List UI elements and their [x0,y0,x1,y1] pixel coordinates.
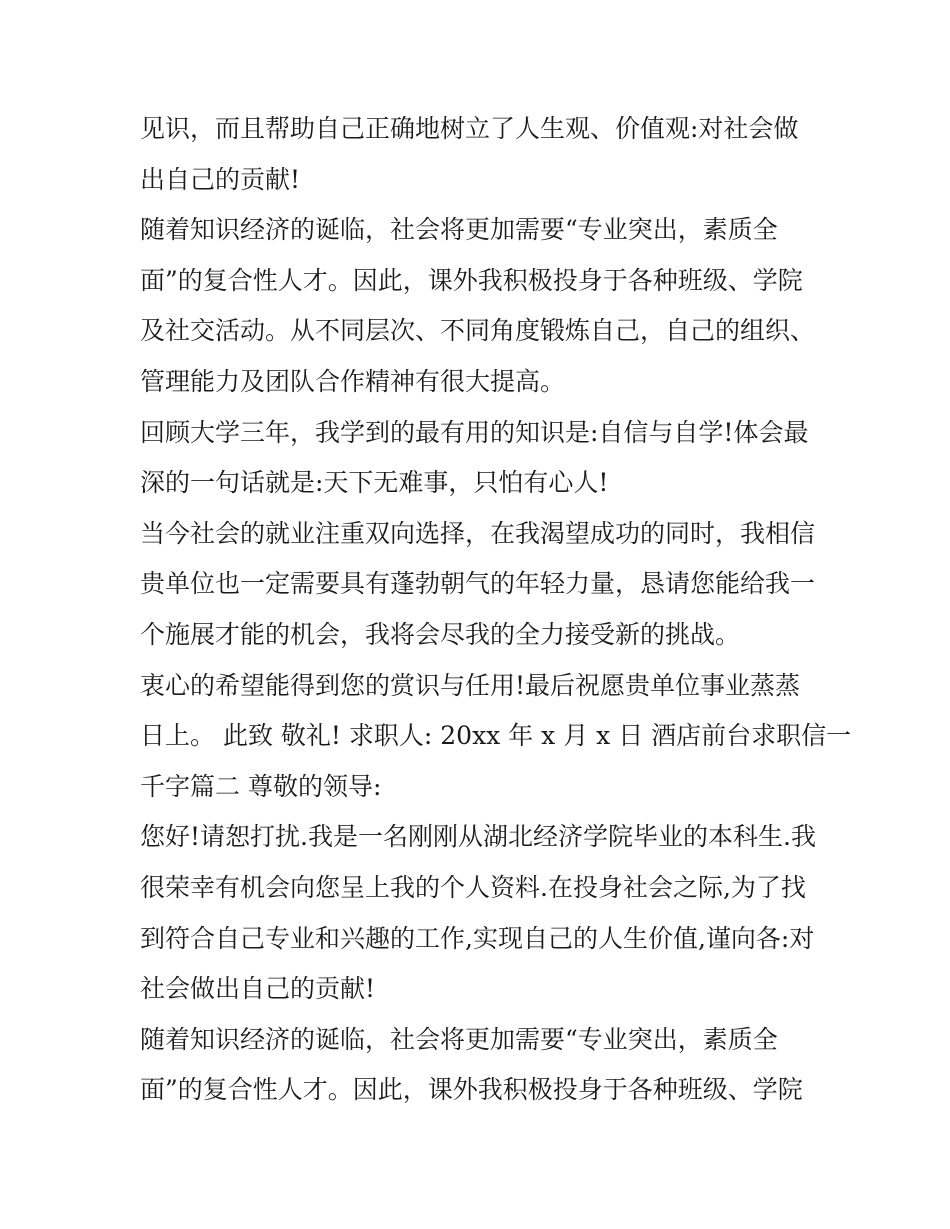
text-line: 及社交活动。从不同层次、不同角度锻炼自己，自己的组织、 [140,316,816,346]
text-line: 您好!请恕打扰.我是一名刚刚从湖北经济学院毕业的本科生.我 [140,822,816,852]
text-line: 见识，而且帮助自己正确地树立了人生观、价值观:对社会做 [140,114,799,143]
text-line: 日上。 此致 敬礼! 求职人: 20xx 年 x 月 x 日 酒店前台求职信一 [140,721,852,751]
text-line: 深的一句话就是:天下无难事，只怕有心人! [140,468,609,498]
text-line: 出自己的贡献! [140,164,301,194]
text-line: 到符合自己专业和兴趣的工作,实现自己的人生价值,谨向各:对 [140,923,815,953]
text-line: 社会做出自己的贡献! [140,974,376,1004]
text-line: 面”的复合性人才。因此，课外我积极投身于各种班级、学院 [140,1075,803,1105]
text-line: 管理能力及团队合作精神有很大提高。 [140,366,566,396]
text-line: 当今社会的就业注重双向选择，在我渴望成功的同时，我相信 [140,518,816,548]
text-line: 衷心的希望能得到您的赏识与任用!最后祝愿贵单位事业蒸蒸 [140,670,801,700]
text-line: 很荣幸有机会向您呈上我的个人资料.在投身社会之际,为了找 [140,872,806,902]
text-line: 千字篇二 尊敬的领导: [140,771,382,801]
text-line: 贵单位也一定需要具有蓬勃朝气的年轻力量，恳请您能给我一 [140,569,816,599]
text-line: 个施展才能的机会，我将会尽我的全力接受新的挑战。 [140,619,741,649]
text-line: 回顾大学三年，我学到的最有用的知识是:自信与自学!体会最 [140,417,809,447]
text-line: 随着知识经济的诞临，社会将更加需要“专业突出，素质全 [140,215,778,245]
text-line: 面”的复合性人才。因此，课外我积极投身于各种班级、学院 [140,265,803,295]
document-body [140,104,852,1116]
text-line: 随着知识经济的诞临，社会将更加需要“专业突出，素质全 [140,1024,778,1054]
